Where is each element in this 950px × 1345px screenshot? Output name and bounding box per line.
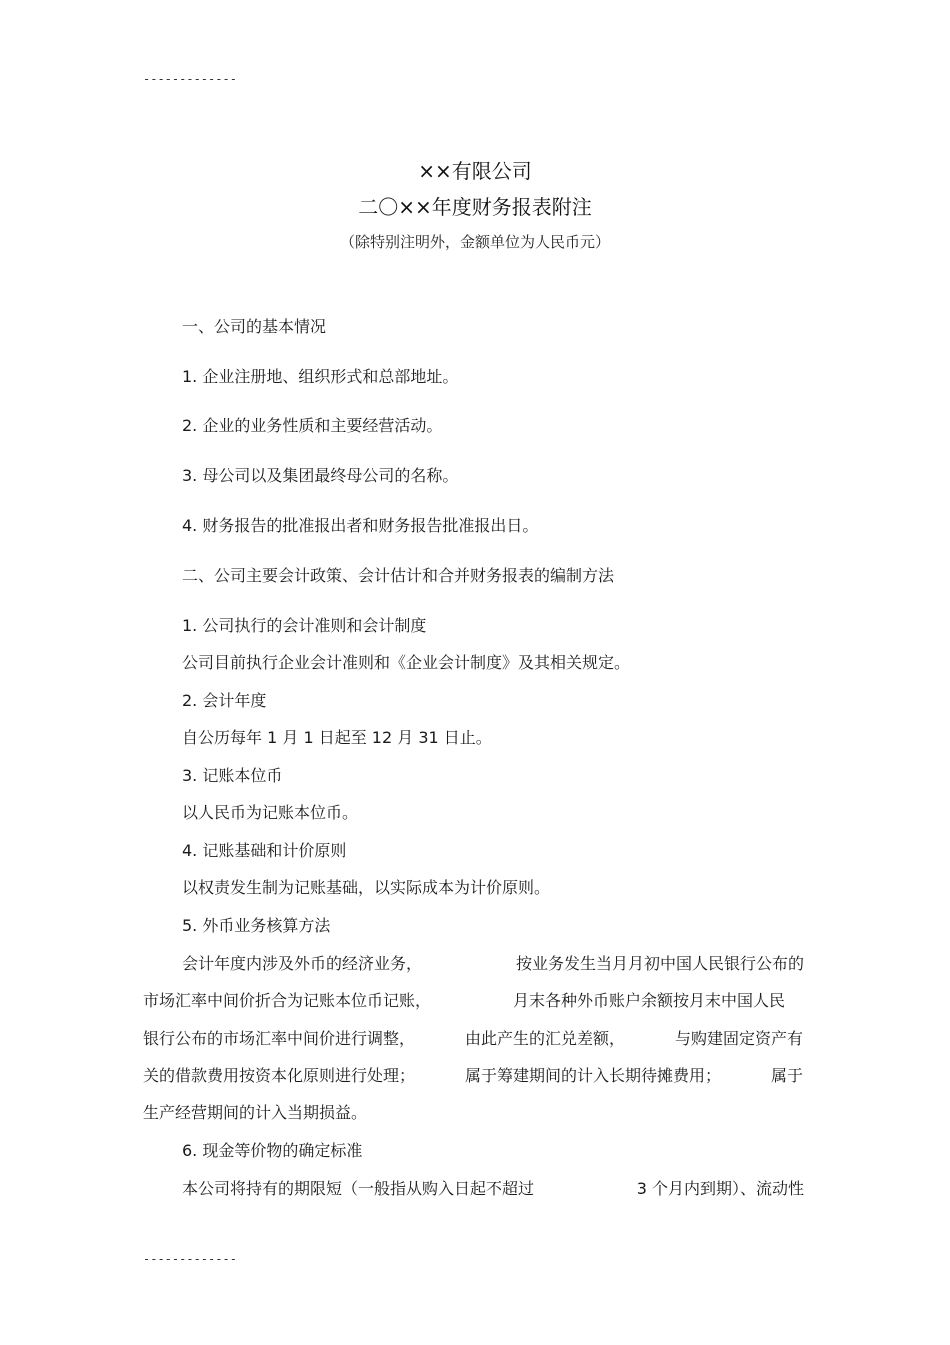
accounting-basis-title: 4. 记账基础和计价原则	[182, 841, 347, 860]
foreign-currency-line-5	[143, 1102, 367, 1124]
fiscal-year-text: 自公历每年 1 月 1 日起至 12 月 31 日止。	[182, 728, 492, 747]
unit-note: （除特别注明外，金额单位为人民币元）	[339, 233, 610, 251]
accounting-standard-title: 1. 公司执行的会计准则和会计制度	[182, 616, 427, 635]
section-1-item-3: 3. 母公司以及集团最终母公司的名称。	[182, 466, 459, 485]
section-1-item-4: 4. 财务报告的批准报出者和财务报告批准报出日。	[182, 516, 539, 535]
section-1-item-2: 2. 企业的业务性质和主要经营活动。	[182, 416, 443, 435]
functional-currency-text: 以人民币为记账本位币。	[182, 803, 359, 822]
text-segment: 本公司将持有的期限短（一般指从购入日起不超过	[182, 1179, 535, 1198]
text-segment: 按业务发生当月月初中国人民银行公布的	[515, 954, 804, 973]
text-segment: 3 个月内到期）、流动性	[636, 1179, 804, 1198]
fiscal-year-title: 2. 会计年度	[182, 691, 267, 710]
text-segment: 生产经营期间的计入当期损益。	[143, 1103, 368, 1122]
header-rule: -------------	[143, 72, 237, 86]
text-segment: 月末各种外币账户余额按月末中国人民	[512, 991, 785, 1010]
text-segment: 会计年度内涉及外币的经济业务，	[182, 954, 423, 973]
foreign-currency-line-2	[143, 990, 785, 1012]
section-2-heading: 二、公司主要会计政策、会计估计和合并财务报表的编制方法	[182, 566, 615, 585]
foreign-currency-line-3	[143, 1028, 803, 1050]
text-segment: 关的借款费用按资本化原则进行处理；	[143, 1066, 416, 1085]
foreign-currency-title: 5. 外币业务核算方法	[182, 916, 331, 935]
cash-equivalent-line-1	[182, 1178, 804, 1200]
text-segment: 市场汇率中间价折合为记账本位币记账，	[143, 991, 432, 1010]
text-segment: 与购建固定资产有	[674, 1029, 803, 1048]
foreign-currency-line-1	[182, 953, 804, 975]
functional-currency-title: 3. 记账本位币	[182, 766, 283, 785]
text-segment: 属于筹建期间的计入长期待摊费用；	[464, 1066, 721, 1085]
report-title: 二〇××年度财务报表附注	[358, 195, 592, 219]
accounting-basis-text: 以权责发生制为记账基础，以实际成本为计价原则。	[182, 878, 551, 897]
foreign-currency-line-4	[143, 1065, 803, 1087]
cash-equivalent-title: 6. 现金等价物的确定标准	[182, 1141, 363, 1160]
section-1-item-1: 1. 企业注册地、组织形式和总部地址。	[182, 367, 459, 386]
text-segment: 银行公布的市场汇率中间价进行调整，	[143, 1029, 416, 1048]
company-title: ××有限公司	[418, 159, 532, 183]
section-1-heading: 一、公司的基本情况	[182, 317, 327, 336]
text-segment: 属于	[770, 1066, 803, 1085]
text-segment: 由此产生的汇兑差额，	[464, 1029, 625, 1048]
accounting-standard-text: 公司目前执行企业会计准则和《企业会计制度》及其相关规定。	[182, 653, 631, 672]
footer-rule: -------------	[143, 1252, 237, 1266]
